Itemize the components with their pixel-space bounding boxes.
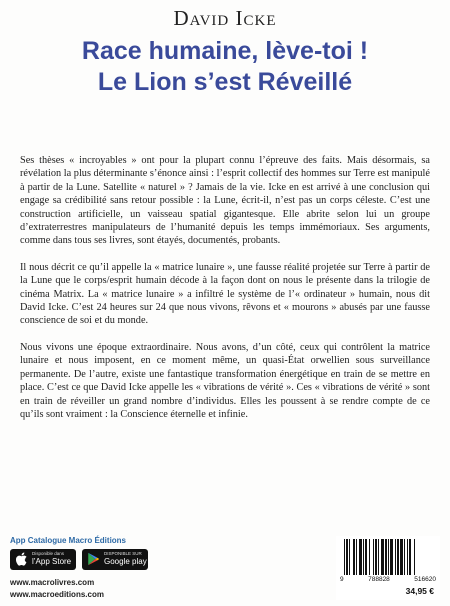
app-store-small-text: Disponible dans [32,551,65,556]
barcode-bar [353,539,355,575]
barcode-bar [349,539,350,575]
google-play-badge[interactable] [82,549,148,570]
book-title [0,36,450,98]
title-line-1: Race humaine, lève-toi ! [81,37,369,65]
app-store-badge[interactable] [10,549,76,570]
price-label: 34,95 € [405,586,434,596]
barcode-bar [356,539,357,575]
app-store-big-text: l’App Store [32,557,72,566]
barcode-bars [342,539,434,577]
barcode-bar [373,539,374,575]
barcode-bar [407,539,408,575]
blurb-paragraph: Ses thèses « incroyables » ont pour la plupart connu l’épreuve des faits. Mais désormais, sa révélation la plus déterminante s’énonce ainsi : l’esprit collectif des hommes sur Terre est manipulé à partir de la Lune. Satellite « naturel » ? Jamais de la vie. Icke en est arrivé à une conclusion qui engage sa crédibilité sans retour possible : la Lune, écrit-il, n’est pas un corps céleste. C’est une construction artificielle, un vaisseau spatial gigantesque. Elle abrite selon lui un groupe d’extraterrestres manipulateurs de l’humanité depuis les temps immémoriaux. Ses arguments, comme dans tous ses livres, sont étayés, documentés, probants. [20,155,430,247]
title-line-2: Le Lion s’est Réveillé [97,68,353,96]
google-play-icon [87,552,100,566]
barcode-bar [363,539,364,575]
google-play-small-text: DISPONIBLE SUR [104,551,142,556]
barcode-digit-group: 788828 [368,576,390,583]
app-catalogue-label: App Catalogue Macro Éditions [10,536,127,545]
google-play-big-text: Google play [104,557,147,566]
barcode-bar [397,539,399,575]
barcode-bar [378,539,379,575]
barcode-bar [390,539,393,575]
barcode-digit-group: 9 [340,576,344,583]
barcode-digits [336,576,440,583]
barcode-bar [344,539,345,575]
blurb [20,154,430,434]
barcode-bar [404,539,405,575]
barcode-bar [375,539,377,575]
barcode-bar [369,539,370,575]
website-link-macrolivres[interactable]: www.macrolivres.com [10,578,95,587]
barcode-bar [365,539,367,575]
blurb-paragraph: Il nous décrit ce qu’il appelle la « matrice lunaire », une fausse réalité projetée sur Terre à partir de la Lune que le corps/esprit humain décode à la façon dont on nous le présente dans la trilogie de cinéma Matrix. La « matrice lunaire » a infiltré le système de l’« ordinateur » humain, nous dit David Icke. C’est 24 heures sur 24 que nous vivons, rêvons et « mourons » abusés par une fausse conscience de soi et du monde. [20,261,430,327]
apple-icon [15,552,28,566]
barcode-bar [381,539,384,575]
barcode-bar [359,539,362,575]
barcode-bar [395,539,396,575]
barcode-bar [385,539,387,575]
barcode-digit-group: 516620 [414,576,436,583]
website-link-macroeditions[interactable]: www.macroeditions.com [10,590,104,599]
blurb-paragraph: Nous vivons une époque extraordinaire. Nous avons, d’un côté, ceux qui contrôlent la matrice lunaire et nous imposent, en ce moment même, un quasi-État orwellien sous surveillance permanente. De l’autre, existe une fantastique transformation énergétique en train de se mettre en place. C’est ce que David Icke appelle les « vibrations de vérité ». Ces « vibrations de vérité » sont en train de réveiller un grand nombre d’individus. Elles les poussent à se rendre compte de ce qu’ils sont vraiment : la Conscience éternelle et infinie. [20,341,430,420]
barcode-bar [388,539,389,575]
barcode-bar [414,539,415,575]
barcode-bar [400,539,403,575]
author-name: David Icke [173,6,277,30]
barcode-bar [346,539,348,575]
barcode-bar [409,539,411,575]
isbn-barcode [336,536,440,600]
